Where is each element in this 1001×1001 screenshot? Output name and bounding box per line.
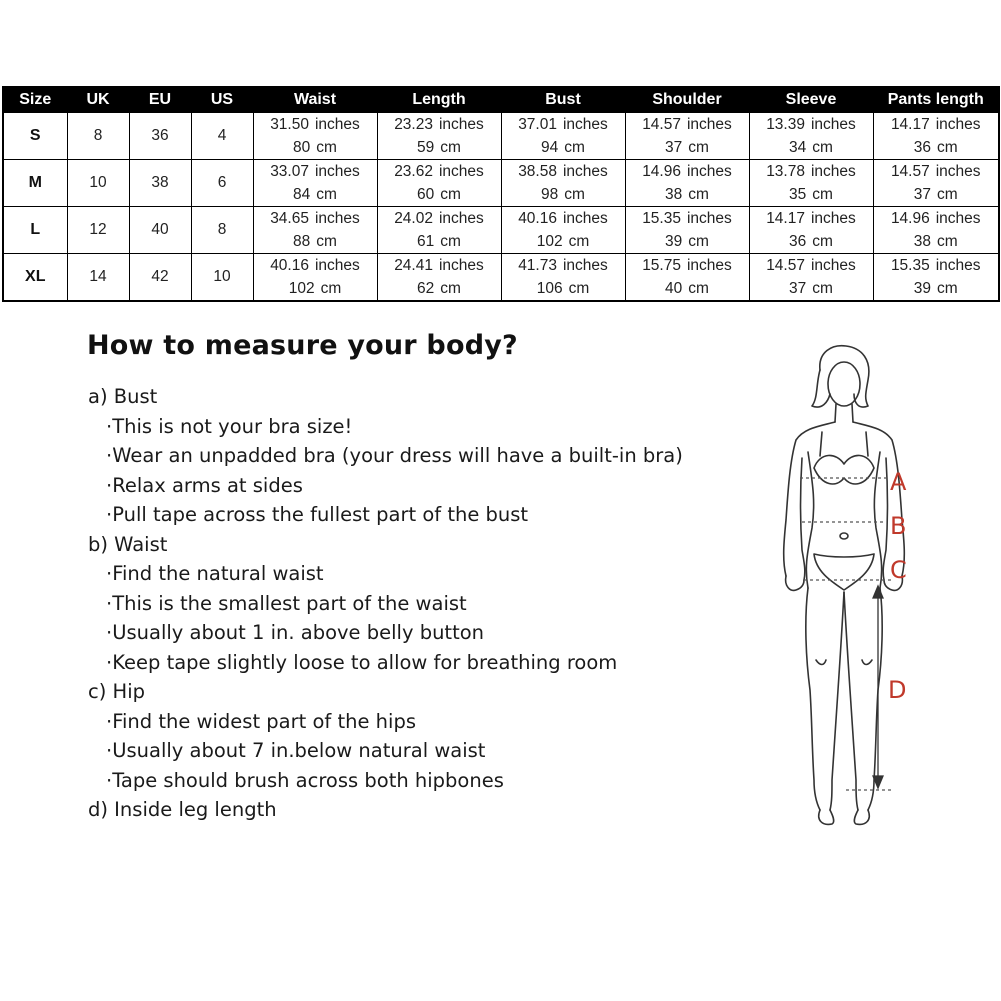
guide-title: How to measure your body? (87, 330, 518, 361)
inches-value: 37.01 (518, 116, 557, 133)
cm-unit: cm (937, 186, 958, 203)
inches-unit: inches (562, 257, 608, 274)
inches-value: 33.07 (270, 163, 309, 180)
inches-unit: inches (314, 210, 360, 227)
cm-value: 36 (789, 233, 807, 250)
cm-value: 59 (417, 139, 435, 156)
body-figure (760, 340, 940, 840)
cm-value: 38 (665, 186, 683, 203)
table-row (3, 207, 999, 254)
measurement-cell (501, 207, 625, 254)
inches-value: 15.35 (642, 210, 681, 227)
cm-unit: cm (568, 233, 590, 250)
inches-unit: inches (438, 116, 484, 133)
inches-unit: inches (562, 210, 608, 227)
measurement-cell (625, 254, 749, 302)
table-header-row (3, 87, 999, 113)
size-cell: M (3, 160, 67, 207)
inches-value: 13.39 (766, 116, 805, 133)
guide-tip: ·Wear an unpadded bra (your dress will have a built-in bra) (106, 444, 683, 467)
cm-value: 62 (417, 280, 435, 297)
cm-value: 102 (288, 280, 315, 297)
measurement-cell (749, 113, 873, 160)
measurement-cell (501, 254, 625, 302)
measurement-cell (501, 113, 625, 160)
cm-value: 39 (665, 233, 683, 250)
guide-tip: ·Relax arms at sides (106, 473, 303, 497)
cm-value: 98 (541, 186, 559, 203)
cm-value: 80 (293, 139, 311, 156)
inches-value: 15.75 (642, 257, 681, 274)
inches-unit: inches (686, 210, 732, 227)
measurement-cell (625, 113, 749, 160)
label-d: D (888, 676, 907, 704)
inches-value: 14.96 (890, 210, 930, 227)
measurement-cell (377, 207, 501, 254)
column-header: US (191, 87, 253, 113)
cm-unit: cm (316, 233, 337, 250)
inches-unit: inches (438, 163, 484, 180)
column-header: Pants length (873, 87, 999, 113)
cm-unit: cm (564, 139, 585, 156)
inches-unit: inches (314, 257, 360, 274)
cm-unit: cm (688, 139, 709, 156)
inches-unit: inches (686, 116, 732, 133)
guide-section-label: d) Inside leg length (88, 798, 277, 821)
cm-value: 84 (293, 186, 311, 203)
cm-unit: cm (812, 139, 833, 156)
cm-value: 37 (789, 280, 807, 297)
inches-value: 14.57 (766, 257, 805, 274)
table-row (3, 160, 999, 207)
cm-unit: cm (316, 186, 337, 203)
cm-value: 106 (536, 280, 563, 297)
inches-value: 40.16 (518, 210, 557, 227)
cm-unit: cm (812, 186, 833, 203)
cm-unit: cm (937, 233, 958, 250)
eu-cell: 36 (129, 113, 191, 160)
inches-unit: inches (562, 163, 608, 180)
cm-unit: cm (440, 139, 461, 156)
column-header: Sleeve (749, 87, 873, 113)
inches-unit: inches (935, 163, 981, 180)
eu-cell: 38 (129, 160, 191, 207)
cm-unit: cm (440, 233, 461, 250)
uk-cell: 12 (67, 207, 129, 254)
measurement-cell (253, 254, 377, 302)
label-c: C (890, 556, 907, 584)
us-cell: 10 (191, 254, 253, 302)
inches-value: 14.57 (642, 116, 681, 133)
inches-unit: inches (810, 116, 856, 133)
cm-value: 37 (913, 186, 932, 203)
inches-value: 13.78 (766, 163, 805, 180)
inches-unit: inches (438, 257, 484, 274)
inches-unit: inches (935, 257, 981, 274)
cm-unit: cm (440, 186, 461, 203)
column-header: Shoulder (625, 87, 749, 113)
cm-value: 88 (293, 233, 311, 250)
body-outline-illustration (760, 340, 940, 840)
measurement-cell (253, 207, 377, 254)
measurement-cell (749, 160, 873, 207)
inches-value: 24.41 (394, 257, 433, 274)
measurement-cell (749, 207, 873, 254)
cm-unit: cm (688, 186, 709, 203)
measurement-cell (873, 160, 999, 207)
guide-section-label: b) Waist (88, 532, 168, 556)
inches-value: 24.02 (394, 210, 433, 227)
size-chart-table (2, 86, 1000, 302)
cm-unit: cm (937, 280, 958, 297)
inches-value: 38.58 (518, 163, 557, 180)
column-header: Length (377, 87, 501, 113)
cm-unit: cm (568, 280, 590, 297)
size-cell: L (3, 207, 67, 254)
measure-guide (88, 382, 728, 825)
inches-unit: inches (935, 116, 981, 133)
inches-value: 14.96 (642, 163, 681, 180)
column-header: UK (67, 87, 129, 113)
measurement-cell (873, 254, 999, 302)
inches-unit: inches (810, 257, 856, 274)
inches-unit: inches (810, 210, 856, 227)
cm-unit: cm (688, 233, 709, 250)
inches-unit: inches (314, 163, 360, 180)
measurement-cell (377, 113, 501, 160)
guide-tip: ·Keep tape slightly loose to allow for breathing room (106, 650, 618, 674)
guide-tip: ·Find the widest part of the hips (106, 709, 416, 733)
guide-section-label: a) Bust (88, 385, 158, 408)
guide-tip: ·Usually about 1 in. above belly button (106, 621, 485, 644)
guide-tip: ·Tape should brush across both hipbones (106, 768, 504, 792)
cm-unit: cm (688, 280, 709, 297)
inches-value: 23.62 (394, 163, 433, 180)
measurement-cell (253, 160, 377, 207)
uk-cell: 14 (67, 254, 129, 302)
measurement-cell (377, 254, 501, 302)
cm-unit: cm (812, 280, 833, 297)
uk-cell: 10 (67, 160, 129, 207)
cm-unit: cm (564, 186, 585, 203)
size-cell: XL (3, 254, 67, 302)
inches-value: 15.35 (890, 257, 930, 274)
column-header: Size (3, 87, 67, 113)
guide-tip: ·Usually about 7 in.below natural waist (106, 739, 486, 762)
cm-value: 35 (789, 186, 807, 203)
eu-cell: 40 (129, 207, 191, 254)
inches-value: 31.50 (270, 116, 309, 133)
label-b: B (890, 512, 907, 540)
cm-value: 37 (665, 139, 683, 156)
uk-cell: 8 (67, 113, 129, 160)
cm-unit: cm (316, 139, 337, 156)
measurement-cell (625, 207, 749, 254)
measurement-cell (873, 113, 999, 160)
us-cell: 4 (191, 113, 253, 160)
cm-value: 40 (665, 280, 683, 297)
cm-unit: cm (320, 280, 342, 297)
inches-unit: inches (686, 163, 732, 180)
inches-value: 41.73 (518, 257, 557, 274)
table-row (3, 113, 999, 160)
cm-value: 60 (417, 186, 435, 203)
cm-value: 39 (913, 280, 932, 297)
guide-tip: ·This is the smallest part of the waist (106, 591, 467, 615)
inches-value: 14.57 (890, 163, 930, 180)
measurement-cell (377, 160, 501, 207)
measurement-cell (625, 160, 749, 207)
column-header: EU (129, 87, 191, 113)
size-cell: S (3, 113, 67, 160)
measurement-cell (749, 254, 873, 302)
cm-value: 36 (913, 139, 932, 156)
inches-unit: inches (686, 257, 732, 274)
inches-value: 14.17 (890, 116, 930, 133)
guide-tip: ·This is not your bra size! (106, 414, 353, 438)
cm-unit: cm (440, 280, 461, 297)
cm-value: 94 (541, 139, 559, 156)
inches-unit: inches (562, 116, 608, 133)
us-cell: 8 (191, 207, 253, 254)
measurement-cell (501, 160, 625, 207)
table-body (3, 113, 999, 302)
label-a: A (890, 468, 907, 496)
table-row (3, 254, 999, 302)
inches-value: 34.65 (270, 210, 309, 227)
guide-section-label: c) Hip (88, 680, 145, 703)
cm-value: 61 (417, 233, 435, 250)
inches-unit: inches (438, 210, 484, 227)
measurement-cell (873, 207, 999, 254)
inches-unit: inches (314, 116, 360, 133)
cm-value: 102 (536, 233, 563, 250)
inches-value: 23.23 (394, 116, 433, 133)
cm-value: 38 (913, 233, 932, 250)
inches-unit: inches (810, 163, 856, 180)
guide-tip: ·Find the natural waist (106, 562, 324, 585)
inches-value: 14.17 (766, 210, 805, 227)
inches-unit: inches (935, 210, 981, 227)
column-header: Bust (501, 87, 625, 113)
column-header: Waist (253, 87, 377, 113)
eu-cell: 42 (129, 254, 191, 302)
inches-value: 40.16 (270, 257, 309, 274)
cm-unit: cm (812, 233, 833, 250)
us-cell: 6 (191, 160, 253, 207)
cm-unit: cm (937, 139, 958, 156)
guide-tip: ·Pull tape across the fullest part of the bust (106, 503, 529, 526)
measurement-cell (253, 113, 377, 160)
cm-value: 34 (789, 139, 807, 156)
